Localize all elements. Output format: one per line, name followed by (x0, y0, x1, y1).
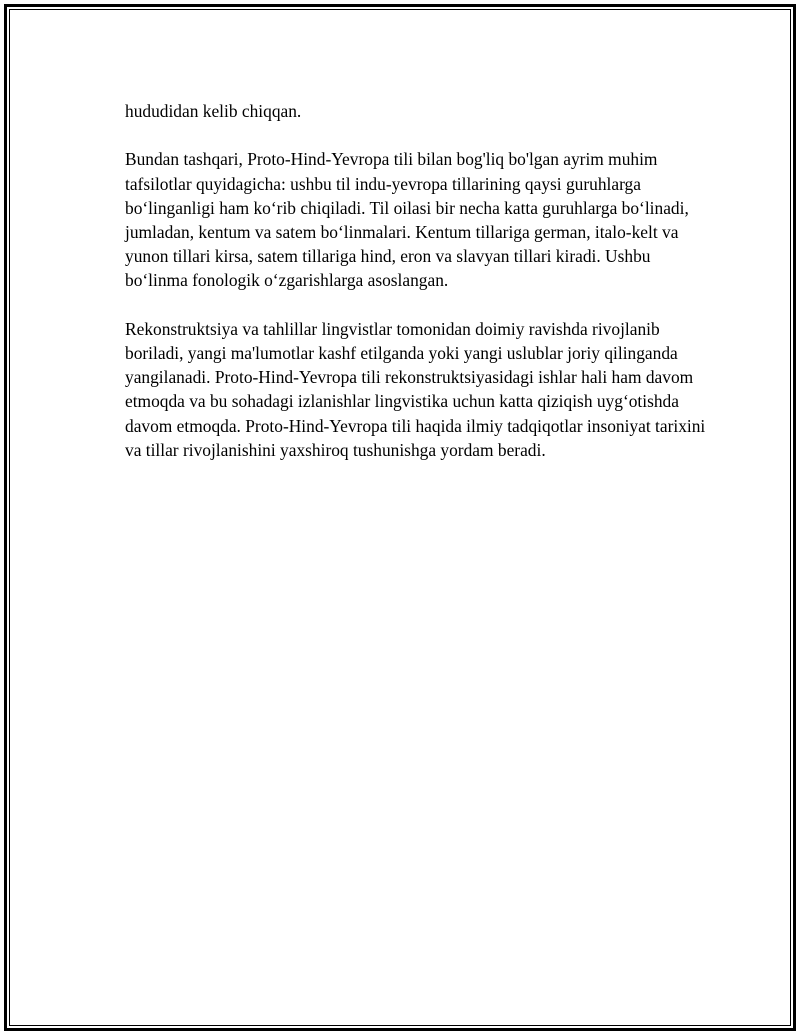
paragraph-reconstruction: Rekonstruktsiya va tahlillar lingvistlar tomonidan doimiy ravishda rivojlanib boriladi, yangi ma'lumotlar kashf etilganda yoki yangi uslublar joriy qilinganda yangilanadi. Proto-Hind-Yevropa tili rekonstruktsiyasidagi ishlar hali ham davom etmoqda va bu sohadagi izlanishlar lingvistika uchun katta qiziqish uygʻotishda davom etmoqda. Proto-Hind-Yevropa tili haqida ilmiy tadqiqotlar insoniyat tarixini va tillar rivojlanishini yaxshiroq tushunishga yordam beradi. (125, 318, 706, 460)
paragraph-language-divisions: Bundan tashqari, Proto-Hind-Yevropa tili bilan bog'liq bo'lgan ayrim muhim tafsilotlar quyidagicha: ushbu til indu-yevropa tillarining qaysi guruhlarga boʻlinganligi ham koʻrib chiqiladi. Til oilasi bir necha katta guruhlarga boʻlinadi, jumladan, kentum va satem boʻlinmalari. Kentum tillariga german, italo-kelt va yunon tillari kirsa, satem tillariga hind, eron va slavyan tillari kiradi. Ushbu boʻlinma fonologik oʻzgarishlarga asoslangan. (125, 149, 689, 291)
document-body (125, 99, 710, 486)
page-frame (4, 4, 796, 1031)
paragraph-continuation: hududidan kelib chiqqan. (125, 101, 302, 121)
